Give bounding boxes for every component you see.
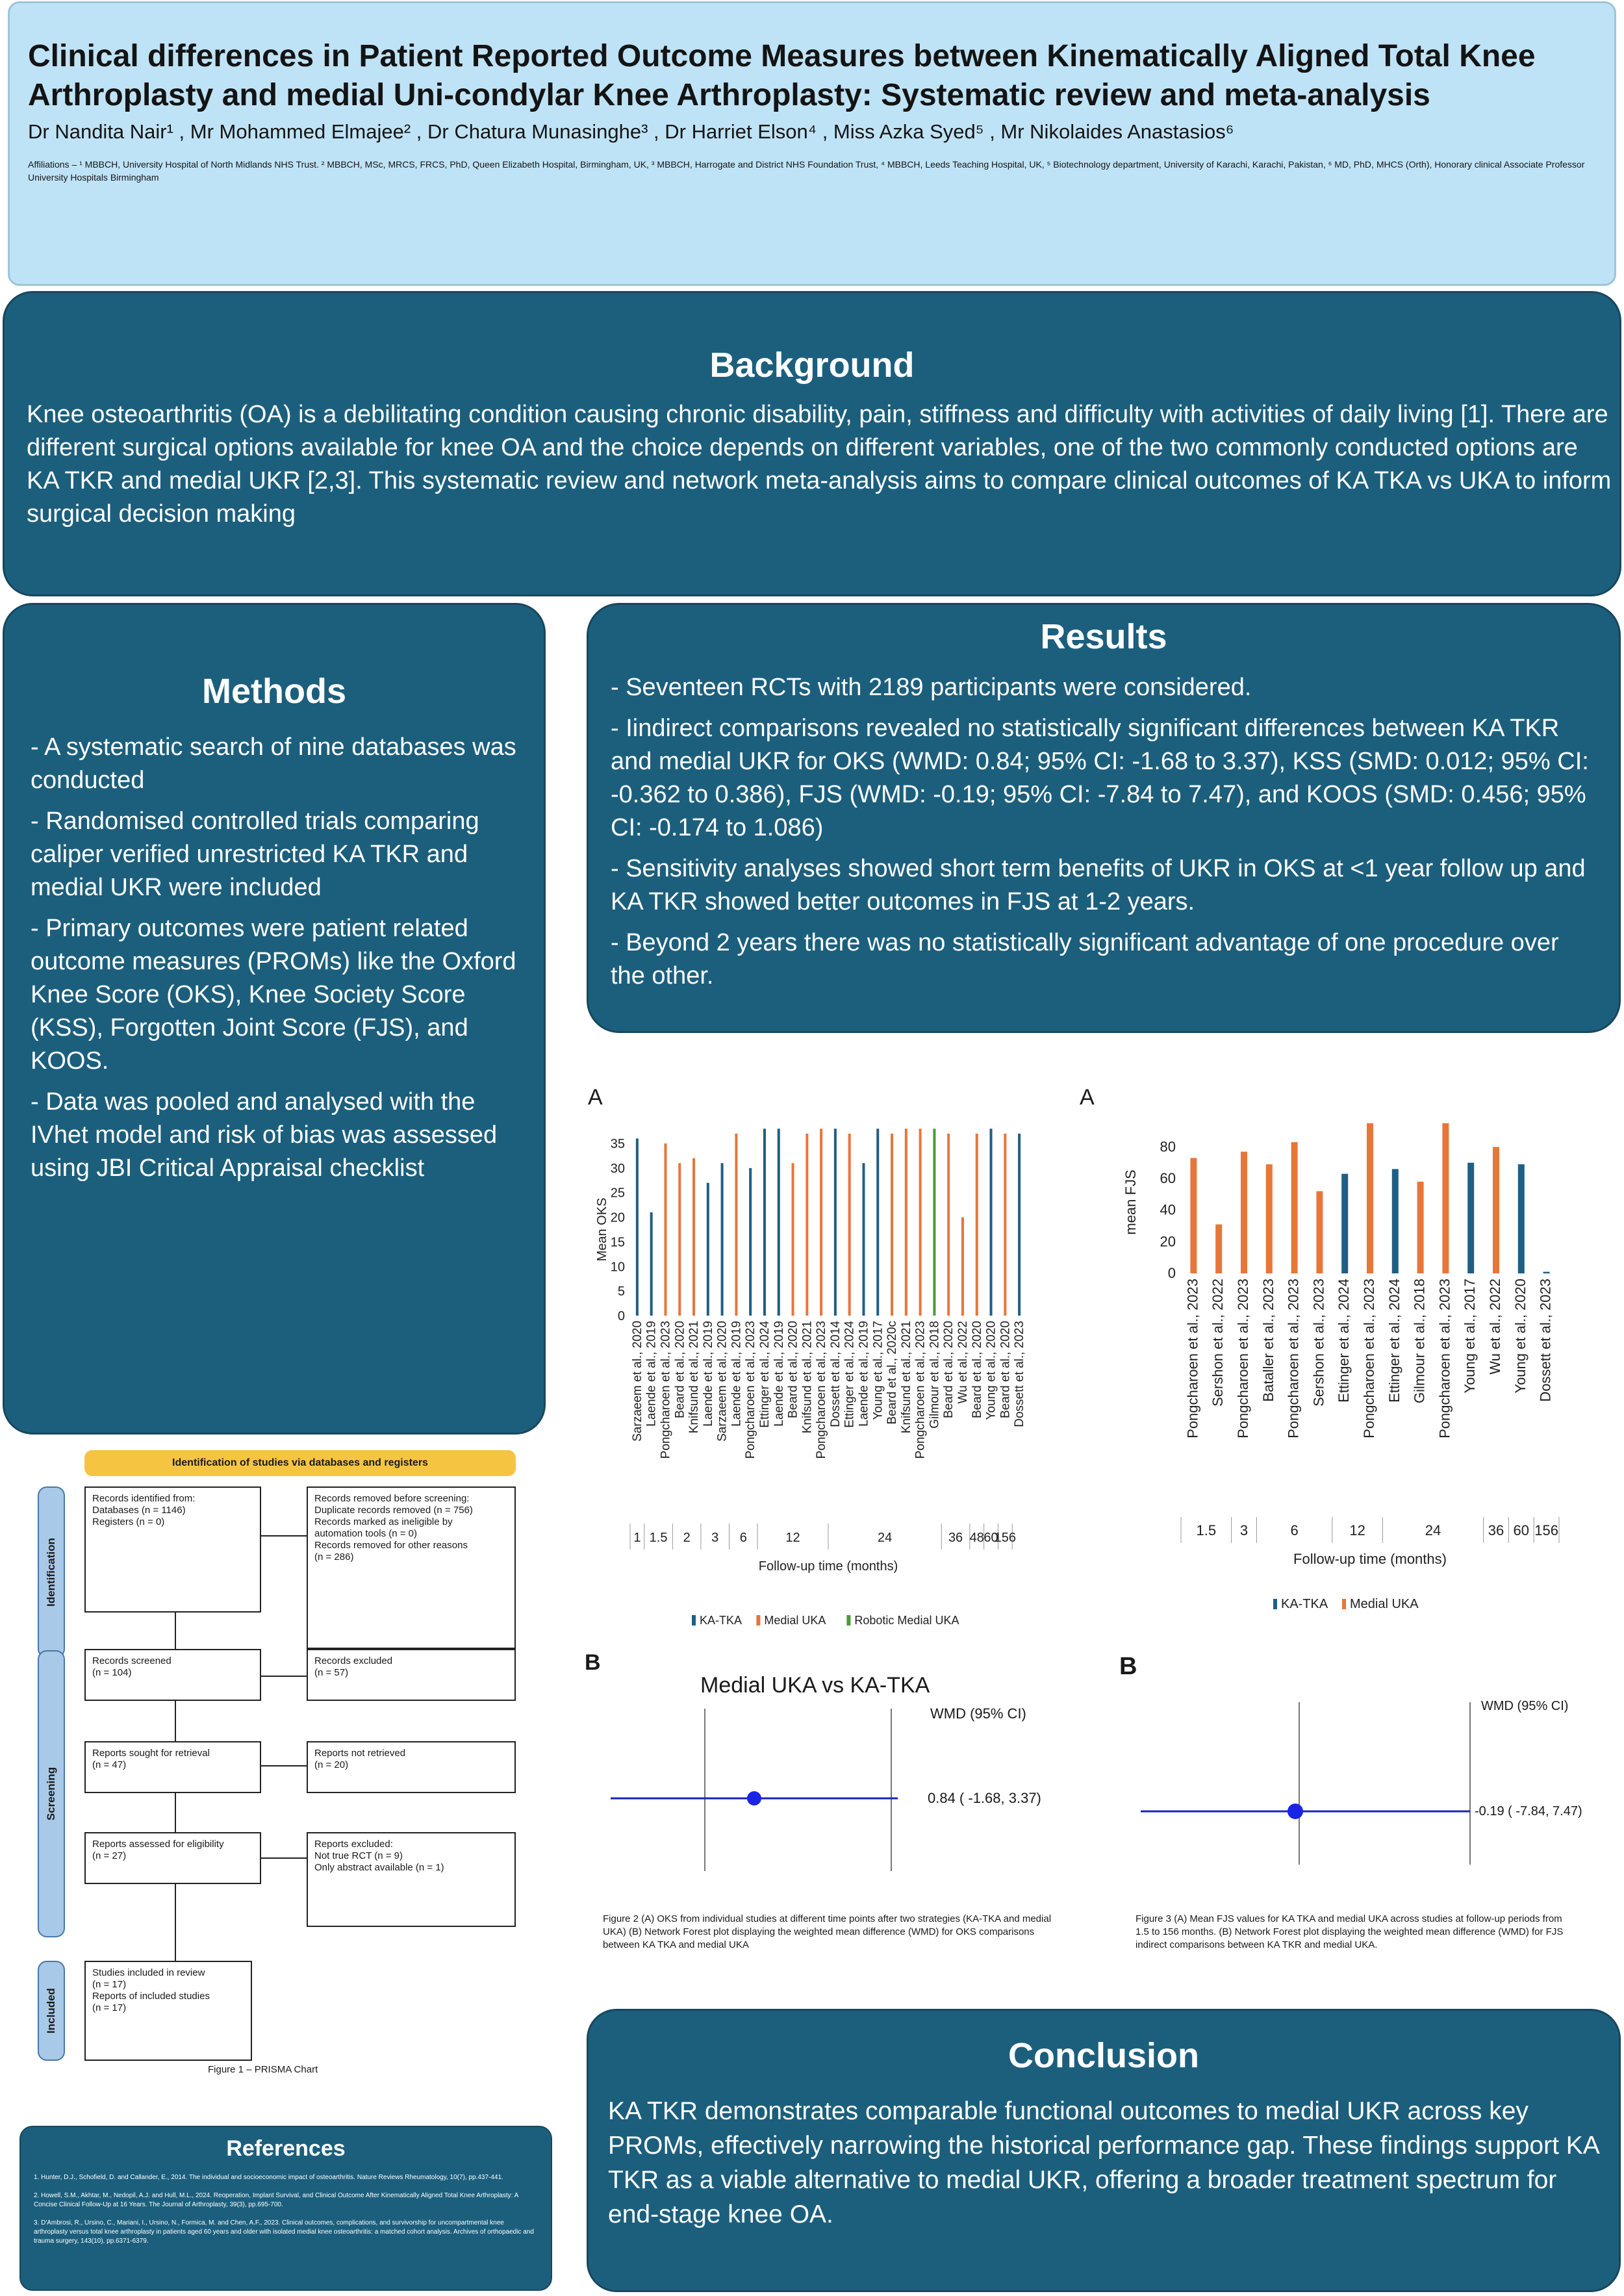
bar <box>1018 1134 1021 1316</box>
x-tick-label: Dossett et al., 2014 <box>828 1321 843 1427</box>
forest-fjs-estimate <box>1288 1804 1303 1819</box>
bar <box>664 1143 666 1316</box>
oks-bar-chart <box>588 1091 1049 1637</box>
fig2-panel-a-label: A <box>588 1085 603 1110</box>
prisma-records-removed: Records removed before screening: Duplicate records removed (n = 756) Records marked as ineligible by automation tools (n = 0) Records removed for other reasons (n = 286) <box>307 1486 516 1649</box>
forest-fjs-header: WMD (95% CI) <box>1481 1699 1569 1713</box>
x-tick-label: Ettinger et al., 2024 <box>1386 1279 1402 1403</box>
fig3-panel-b-label: B <box>1119 1653 1137 1680</box>
forest-plot-fjs <box>1130 1696 1475 1878</box>
legend-swatch <box>692 1615 696 1626</box>
bar <box>1543 1272 1550 1273</box>
bar <box>976 1134 978 1316</box>
bar <box>1392 1169 1399 1273</box>
x-tick-label: Laende et al., 2019 <box>644 1321 659 1427</box>
y-tick-label: 0 <box>617 1309 625 1323</box>
methods-panel <box>3 603 546 1435</box>
results-title: Results <box>1040 617 1167 656</box>
x-tick-label: Laende et al., 2019 <box>857 1321 871 1427</box>
legend-label: Medial UKA <box>1350 1597 1419 1611</box>
legend-label: KA-TKA <box>700 1614 742 1627</box>
poster-title: Clinical differences in Patient Reported Outcome Measures between Kinematically Aligned Total Knee Arthroplasty and medial Uni-condylar Knee Arthroplasty: Systematic review and meta-analysis <box>28 39 1536 112</box>
y-tick-label: 35 <box>610 1137 625 1151</box>
bar <box>792 1163 794 1316</box>
bar <box>848 1134 851 1316</box>
x-axis-label: Follow-up time (months) <box>1293 1551 1447 1567</box>
methods-bullet: - Primary outcomes were patient related outcome measures (PROMs) like the Oxford Knee Score (OKS), Knee Society Score (KSS), Forgotten Joint Score (FJS), and KOOS. <box>31 915 516 1075</box>
follow-up-group-label: 36 <box>948 1531 963 1545</box>
prisma-chart <box>0 1448 559 2091</box>
follow-up-group-label: 1.5 <box>649 1531 668 1545</box>
x-tick-label: Dossett et al., 2023 <box>1537 1279 1554 1402</box>
bar <box>678 1163 681 1316</box>
reference-item: 2. Howell, S.M., Akhtar, M., Nedopil, A.J. and Hull, M.L., 2024. Reoperation, Implant Survival, and Clinical Outcome After Kinematically Aligned Total Knee Arthroplasty: A Concise Clinical Follow-Up at 16 Years. The Journal of Arthroplasty, 39(3), pp.695-700. <box>34 2192 518 2208</box>
follow-up-group-label: 6 <box>739 1531 747 1545</box>
legend-label: Robotic Medial UKA <box>854 1614 959 1627</box>
x-tick-label: Laende et al., 2019 <box>730 1321 744 1427</box>
stage-label: Included <box>45 1988 57 2034</box>
bar <box>876 1129 879 1316</box>
x-tick-label: Beard et al., 2020c <box>885 1321 900 1425</box>
reference-item: 3. D'Ambrosi, R., Ursino, C., Mariani, I., Ursino, N., Formica, M. and Chen, A.F., 2023. Clinical outcomes, complications, and survivorship for uncompartmental knee arthroplasty versus total knee arthroplasty in patients aged 60 years and older with isolated medial knee osteoarthritis: a matched cohort analysis. Archives of orthopaedic and trauma surgery, 143(10), pp.6371-6379. <box>34 2219 534 2245</box>
fjs-bar-chart <box>1117 1091 1572 1637</box>
title-banner <box>8 1 1616 286</box>
x-axis-label: Follow-up time (months) <box>758 1559 898 1574</box>
y-tick-label: 60 <box>1160 1170 1176 1186</box>
x-tick-label: Sarzaeem et al., 2020 <box>715 1321 730 1442</box>
x-tick-label: Beard et al., 2020 <box>970 1321 984 1418</box>
bar <box>862 1163 865 1316</box>
follow-up-group-label: 1.5 <box>1196 1522 1217 1538</box>
figure3-caption: Figure 3 (A) Mean FJS values for KA TKA and medial UKA across studies at follow-up periods from 1.5 to 156 months. (B) Network Forest plot displaying the weighted mean difference (WMD) for FJS indirect comparisons between KA TKR and medial UKA. <box>1136 1913 1564 1950</box>
x-tick-label: Ettinger et al., 2024 <box>843 1321 857 1428</box>
follow-up-group-label: 6 <box>1290 1522 1299 1538</box>
background-panel <box>3 291 1621 596</box>
x-tick-label: Laende et al., 2019 <box>701 1321 715 1427</box>
x-tick-label: Wu et al., 2022 <box>956 1321 970 1404</box>
forest-plot-oks <box>604 1702 922 1884</box>
results-bullet: - Seventeen RCTs with 2189 participants were considered. <box>611 674 1252 701</box>
y-tick-label: 20 <box>1160 1233 1176 1250</box>
reference-item: 1. Hunter, D.J., Schofield, D. and Callander, E., 2014. The individual and socioeconomic impact of osteoarthritis. Nature Reviews Rheumatology, 10(7), pp.437-441. <box>34 2174 503 2181</box>
bar <box>820 1129 822 1316</box>
bar <box>1190 1158 1197 1273</box>
forest-oks-header: WMD (95% CI) <box>930 1705 1026 1722</box>
legend-swatch <box>1273 1599 1277 1609</box>
y-axis-label: mean FJS <box>1123 1169 1139 1235</box>
bar <box>1493 1147 1499 1273</box>
references-title: References <box>226 2136 346 2161</box>
bar <box>1467 1163 1474 1273</box>
follow-up-group-label: 156 <box>994 1531 1017 1545</box>
bar <box>1442 1123 1449 1273</box>
x-tick-label: Gilmour et al., 2018 <box>1411 1279 1428 1403</box>
bar <box>1266 1164 1273 1273</box>
x-tick-label: Dossett et al., 2023 <box>1013 1321 1027 1427</box>
y-tick-label: 20 <box>610 1210 625 1225</box>
methods-bullet: - Randomised controlled trials comparing caliper verified unrestricted KA TKR and medial UKR were included <box>31 808 479 901</box>
x-tick-label: Sershon et al., 2023 <box>1310 1279 1327 1407</box>
results-bullet: - Beyond 2 years there was no statistically significant advantage of one procedure over the other. <box>611 929 1559 989</box>
bar <box>1291 1142 1298 1273</box>
bar <box>692 1158 695 1316</box>
prisma-records-identified: Records identified from: Databases (n = 1146) Registers (n = 0) <box>84 1486 261 1613</box>
x-tick-label: Young et al., 2017 <box>871 1321 885 1420</box>
prisma-reports-assessed: Reports assessed for eligibility (n = 27) <box>84 1832 261 1884</box>
forest-oks-estimate <box>747 1791 761 1805</box>
y-tick-label: 40 <box>1160 1201 1176 1218</box>
bar <box>891 1134 893 1316</box>
conclusion-title: Conclusion <box>1008 2036 1199 2075</box>
follow-up-group-label: 24 <box>878 1531 893 1545</box>
bar <box>947 1134 950 1316</box>
results-bullet: - Iindirect comparisons revealed no statistically significant differences between KA TKR and medial UKR for OKS (WMD: 0.84; 95% CI: -1.68 to 3.37), KSS (SMD: 0.012; 95% CI: -0.362 to 0.386), FJS (WMD: -0.19; 95% CI: -7.84 to 7.47), and KOOS (SMD: 0.456; 95% CI: -0.174 to 1.086) <box>611 715 1589 841</box>
prisma-records-excluded: Records excluded (n = 57) <box>307 1649 516 1701</box>
bar <box>990 1129 993 1316</box>
follow-up-group-label: 1 <box>633 1531 641 1545</box>
legend-swatch <box>846 1615 850 1626</box>
bar <box>1417 1182 1424 1273</box>
bar <box>1316 1191 1323 1273</box>
forest-oks-title: Medial UKA vs KA-TKA <box>700 1673 930 1698</box>
bar <box>749 1168 752 1316</box>
y-tick-label: 5 <box>617 1284 625 1299</box>
x-tick-label: Knifsund et al., 2021 <box>800 1321 815 1434</box>
bar <box>707 1183 709 1316</box>
fig3-panel-a-label: A <box>1080 1085 1095 1110</box>
x-tick-label: Laende et al., 2019 <box>772 1321 786 1427</box>
y-tick-label: 15 <box>610 1235 625 1250</box>
figure1-caption: Figure 1 – PRISMA Chart <box>208 2064 318 2075</box>
y-tick-label: 30 <box>610 1161 625 1176</box>
forest-fjs-value: -0.19 ( -7.84, 7.47) <box>1475 1804 1582 1818</box>
x-tick-label: Knifsund et al., 2021 <box>687 1321 702 1434</box>
x-tick-label: Pongcharoen et al., 2023 <box>1235 1279 1251 1438</box>
legend-label: Medial UKA <box>764 1614 826 1627</box>
x-tick-label: Pongcharoen et al., 2023 <box>1184 1279 1201 1438</box>
results-bullet: - Sensitivity analyses showed short term benefits of UKR in OKS at <1 year follow up and KA TKR showed better outcomes in FJS at 1-2 years. <box>611 855 1586 915</box>
bar <box>961 1218 964 1316</box>
prisma-records-screened: Records screened (n = 104) <box>84 1649 261 1701</box>
x-tick-label: Sershon et al., 2022 <box>1210 1279 1226 1407</box>
bar <box>1215 1225 1222 1273</box>
x-tick-label: Ettinger et al., 2024 <box>757 1321 772 1428</box>
follow-up-group-label: 36 <box>1488 1522 1504 1538</box>
prisma-studies-included: Studies included in review (n = 17) Reports of included studies (n = 17) <box>84 1961 252 2061</box>
fig2-panel-b-label: B <box>585 1650 601 1675</box>
prisma-banner: Identification of studies via databases and registers <box>84 1450 516 1476</box>
bar <box>806 1134 808 1316</box>
bar <box>834 1129 837 1316</box>
y-tick-label: 25 <box>610 1186 625 1201</box>
x-tick-label: Pongcharoen et al., 2023 <box>1285 1279 1302 1438</box>
stage-label: Identification <box>45 1538 57 1607</box>
stage-label: Screening <box>45 1767 57 1821</box>
legend-swatch <box>1342 1599 1346 1609</box>
bar <box>763 1129 766 1316</box>
x-tick-label: Young et al., 2020 <box>984 1321 998 1420</box>
prisma-reports-sought: Reports sought for retrieval (n = 47) <box>84 1741 261 1793</box>
background-title: Background <box>709 346 915 385</box>
bar <box>636 1138 639 1316</box>
follow-up-group-label: 3 <box>711 1531 719 1545</box>
conclusion-panel <box>587 2009 1621 2292</box>
follow-up-group-label: 12 <box>785 1531 800 1545</box>
bar <box>1241 1152 1247 1273</box>
x-tick-label: Sarzaeem et al., 2020 <box>630 1321 644 1442</box>
x-tick-label: Bataller et al., 2023 <box>1260 1279 1276 1402</box>
methods-bullet: - A systematic search of nine databases was conducted <box>31 733 516 794</box>
y-axis-label: Mean OKS <box>595 1197 609 1262</box>
bar <box>735 1134 737 1316</box>
follow-up-group-label: 60 <box>983 1531 998 1545</box>
x-tick-label: Beard et al., 2020 <box>998 1321 1013 1418</box>
prisma-reports-not-retrieved: Reports not retrieved (n = 20) <box>307 1741 516 1793</box>
background-text: Knee osteoarthritis (OA) is a debilitating condition causing chronic disability, pain, stiffness and difficulty with activities of daily living [1]. There are different surgical options available for knee OA and the choice depends on different variables, one of the two commonly conducted options are KA TKR and medial UKR [2,3]. This systematic review and network meta-analysis aims to compare clinical outcomes of KA TKA vs UKA to inform surgical decision making <box>27 401 1612 528</box>
affiliations: Affiliations – ¹ MBBCH, University Hospital of North Midlands NHS Trust. ² MBBCH, MSc, MRCS, FRCS, PhD, Queen Elizabeth Hospital, Birmingham, UK, ³ MBBCH, Harrogate and District NHS Foundation Trust, ⁴ MBBCH, Leeds Teaching Hospital, UK, ⁵ Biotechnology department, University of Karachi, Karachi, Pakistan, ⁶ MD, PhD, MHCS (Orth), Honorary clinical Associate Professor University Hospitals Birmingham <box>28 159 1585 183</box>
bar <box>933 1129 935 1316</box>
x-tick-label: Beard et al., 2020 <box>673 1321 687 1418</box>
follow-up-group-label: 3 <box>1239 1522 1249 1538</box>
references-panel <box>19 2126 552 2291</box>
follow-up-group-label: 12 <box>1349 1522 1365 1538</box>
x-tick-label: Pongcharoen et al., 2023 <box>659 1321 673 1459</box>
x-tick-label: Beard et al., 2020 <box>942 1321 956 1418</box>
x-tick-label: Pongcharoen et al., 2023 <box>1361 1279 1377 1438</box>
follow-up-group-label: 24 <box>1425 1522 1441 1538</box>
x-tick-label: Ettinger et al., 2024 <box>1336 1279 1352 1403</box>
legend-swatch <box>756 1615 760 1626</box>
bar <box>1367 1123 1373 1273</box>
x-tick-label: Pongcharoen et al., 2023 <box>815 1321 829 1459</box>
x-tick-label: Pongcharoen et al., 2023 <box>913 1321 928 1459</box>
x-tick-label: Young et al., 2017 <box>1462 1279 1478 1394</box>
bar <box>1341 1174 1348 1273</box>
follow-up-group-label: 2 <box>683 1531 691 1545</box>
bar <box>650 1212 653 1316</box>
x-tick-label: Wu et al., 2022 <box>1487 1279 1503 1375</box>
methods-bullet: - Data was pooled and analysed with the IVhet model and risk of bias was assessed using JBI Critical Appraisal checklist <box>31 1088 498 1182</box>
bar <box>905 1129 907 1316</box>
methods-title: Methods <box>202 672 346 711</box>
x-tick-label: Gilmour et al., 2018 <box>928 1321 942 1429</box>
y-tick-label: 0 <box>1167 1265 1176 1281</box>
x-tick-label: Young et al., 2020 <box>1512 1279 1529 1394</box>
bar <box>919 1129 922 1316</box>
forest-oks-value: 0.84 ( -1.68, 3.37) <box>928 1790 1041 1806</box>
bar <box>1518 1164 1525 1273</box>
y-tick-label: 10 <box>610 1260 625 1275</box>
figure2-caption: Figure 2 (A) OKS from individual studies at different time points after two strategies (KA-TKA and medial UKA) (B) Network Forest plot displaying the weighted mean difference (WMD) for OKS comparisons between KA TKA and medial UKA <box>603 1913 1052 1950</box>
bar <box>721 1163 724 1316</box>
prisma-reports-excluded: Reports excluded: Not true RCT (n = 9) Only abstract available (n = 1) <box>307 1832 516 1927</box>
legend-label: KA-TKA <box>1281 1597 1328 1611</box>
bar <box>1004 1134 1006 1316</box>
author-list: Dr Nandita Nair¹ , Mr Mohammed Elmajee² , Dr Chatura Munasinghe³ , Dr Harriet Elson⁴ , Miss Azka Syed⁵ , Mr Nikolaides Anastasios⁶ <box>28 120 1234 143</box>
y-tick-label: 80 <box>1160 1138 1176 1155</box>
x-tick-label: Beard et al., 2020 <box>786 1321 800 1418</box>
follow-up-group-label: 48 <box>969 1531 984 1545</box>
conclusion-text: KA TKR demonstrates comparable functional outcomes to medial UKR across key PROMs, effectively narrowing the historical performance gap. These findings support KA TKR as a viable alternative to medial UKR, offering a broader treatment spectrum for end-stage knee OA. <box>608 2097 1599 2228</box>
x-tick-label: Pongcharoen et al., 2023 <box>1436 1279 1453 1438</box>
bar <box>778 1129 780 1316</box>
x-tick-label: Pongcharoen et al., 2023 <box>744 1321 758 1459</box>
x-tick-label: Knifsund et al., 2021 <box>899 1321 913 1434</box>
results-panel <box>587 603 1621 1033</box>
follow-up-group-label: 156 <box>1534 1522 1558 1538</box>
follow-up-group-label: 60 <box>1513 1522 1530 1538</box>
